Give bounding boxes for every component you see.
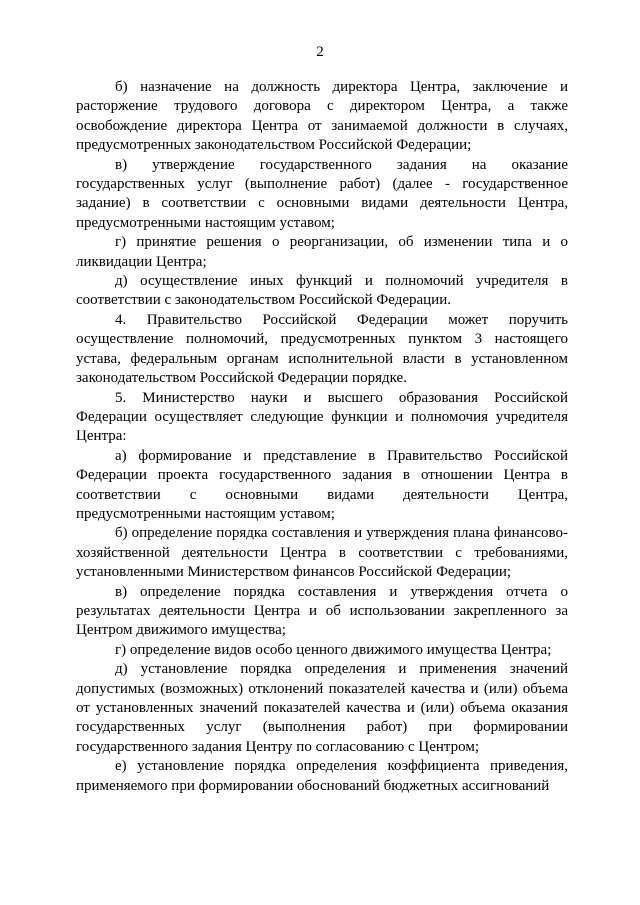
paragraph-4-government: 4. Правительство Российской Федерации может поручить осуществление полномочий, предусмотренных пунктом 3 настоящего устава, федеральным органам исполнительной власти в установленном законодательством Российской Федерации порядке. [76, 311, 568, 387]
paragraph-v-report: в) определение порядка составления и утверждения отчета о результатах деятельности Центра и об использовании закрепленного за Центром движимого имущества; [76, 583, 568, 639]
paragraph-b-director: б) назначение на должность директора Центра, заключение и расторжение трудового договора с директором Центра, а также освобождение директора Центра от занимаемой должности в случаях, предусмотренных законодательством Российской Федерации; [76, 79, 568, 154]
paragraph-d-deviations: д) установление порядка определения и применения значений допустимых (возможных) отклонений показателей качества и (или) объема от установленных значений показателей качества и (или) объема оказания государственных услуг (выполнения работ) при формировании государственного задания Центру по согласованию с Центром; [76, 661, 568, 755]
paragraph-e-coefficient: е) установление порядка определения коэффициента приведения, применяемого при формировании обоснований бюджетных ассигнований [76, 758, 568, 794]
paragraph-a-formation: а) формирование и представление в Правительство Российской Федерации проекта государственного задания в отношении Центра в соответствии с основными видами деятельности Центра, предусмотренными настоящим уставом; [76, 447, 568, 522]
document-body [76, 78, 568, 796]
page-number: 2 [316, 44, 324, 60]
paragraph-v-state-task: в) утверждение государственного задания на оказание государственных услуг (выполнение работ) (далее - государственное задание) в соответствии с основными видами деятельности Центра, предусмотренными настоящим уставом; [76, 156, 568, 231]
paragraph-d-other-functions: д) осуществление иных функций и полномочий учредителя в соответствии с законодательством Российской Федерации. [76, 273, 568, 309]
paragraph-b-plan: б) определение порядка составления и утверждения плана финансово-хозяйственной деятельности Центра в соответствии с требованиями, установленными Министерством финансов Российской Федерации; [76, 525, 568, 581]
paragraph-g-reorganization: г) принятие решения о реорганизации, об изменении типа и о ликвидации Центра; [76, 234, 568, 270]
paragraph-5-ministry: 5. Министерство науки и высшего образования Российской Федерации осуществляет следующие функции и полномочия учредителя Центра: [76, 389, 568, 445]
paragraph-g-property-types: г) определение видов особо ценного движимого имущества Центра; [115, 641, 552, 658]
